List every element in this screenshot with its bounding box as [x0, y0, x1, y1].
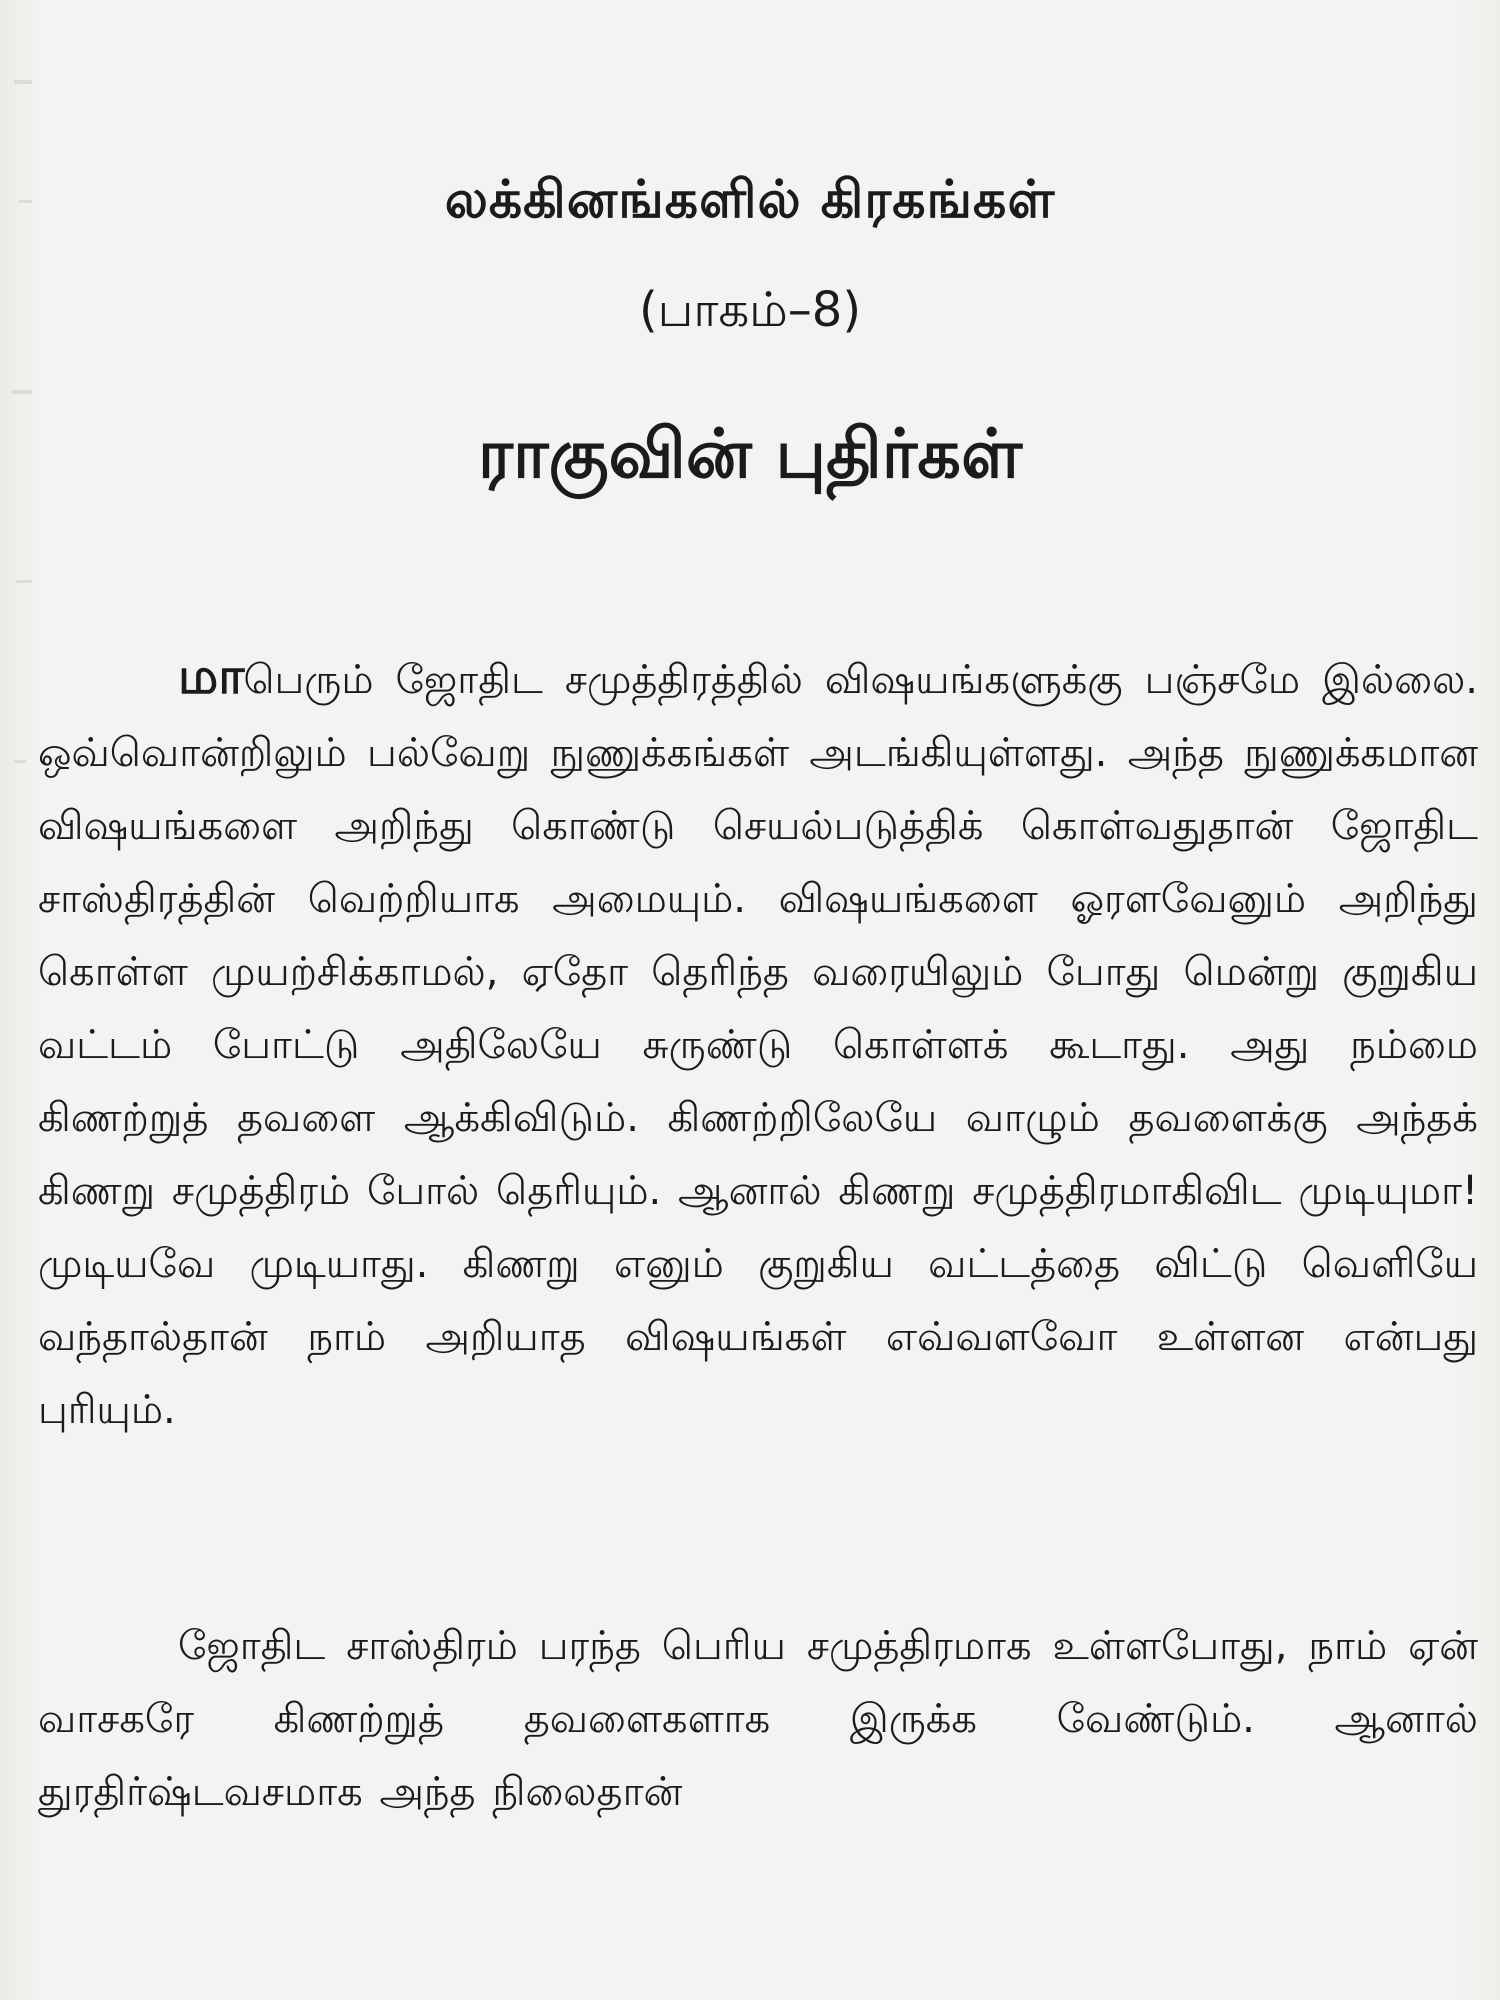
paragraph-1 — [38, 640, 1478, 1447]
paragraph-2-text: ஜோதிட சாஸ்திரம் பரந்த பெரிய சமுத்திரமாக உள்ளபோது, நாம் ஏன் வாசகரே கிணற்றுத் தவளைகளாக இருக்க வேண்டும். ஆனால் துரதிர்ஷ்டவசமாக அந்த நிலைதான் — [38, 1623, 1478, 1815]
drop-cap: மா — [178, 647, 244, 705]
paragraph-1-text: பெரும் ஜோதிட சமுத்திரத்தில் விஷயங்களுக்கு பஞ்சமே இல்லை. ஒவ்வொன்றிலும் பல்வேறு நுணுக்கங்கள் அடங்கியுள்ளது. அந்த நுணுக்கமான விஷயங்களை அறிந்து கொண்டு செயல்படுத்திக் கொள்வதுதான் ஜோதிட சாஸ்திரத்தின் வெற்றியாக அமையும். விஷயங்களை ஓரளவேனும் அறிந்து கொள்ள முயற்சிக்காமல், ஏதோ தெரிந்த வரையிலும் போது மென்று குறுகிய வட்டம் போட்டு அதிலேயே சுருண்டு கொள்ளக் கூடாது. அது நம்மை கிணற்றுத் தவளை ஆக்கிவிடும். கிணற்றிலேயே வாழும் தவளைக்கு அந்தக் கிணறு சமுத்திரம் போல் தெரியும். ஆனால் கிணறு சமுத்திரமாகிவிட முடியுமா! முடியவே முடியாது. கிணறு எனும் குறுகிய வட்டத்தை விட்டு வெளியே வந்தால்தான் நாம் அறியாத விஷயங்கள் எவ்வளவோ உள்ளன என்பது புரியும். — [38, 657, 1478, 1433]
book-title: லக்கினங்களில் கிரகங்கள் — [444, 170, 1056, 230]
chapter-title: ராகுவின் புதிர்கள் — [477, 415, 1023, 494]
part-label: (பாகம்–8) — [638, 282, 862, 338]
paragraph-2 — [38, 1610, 1478, 1829]
